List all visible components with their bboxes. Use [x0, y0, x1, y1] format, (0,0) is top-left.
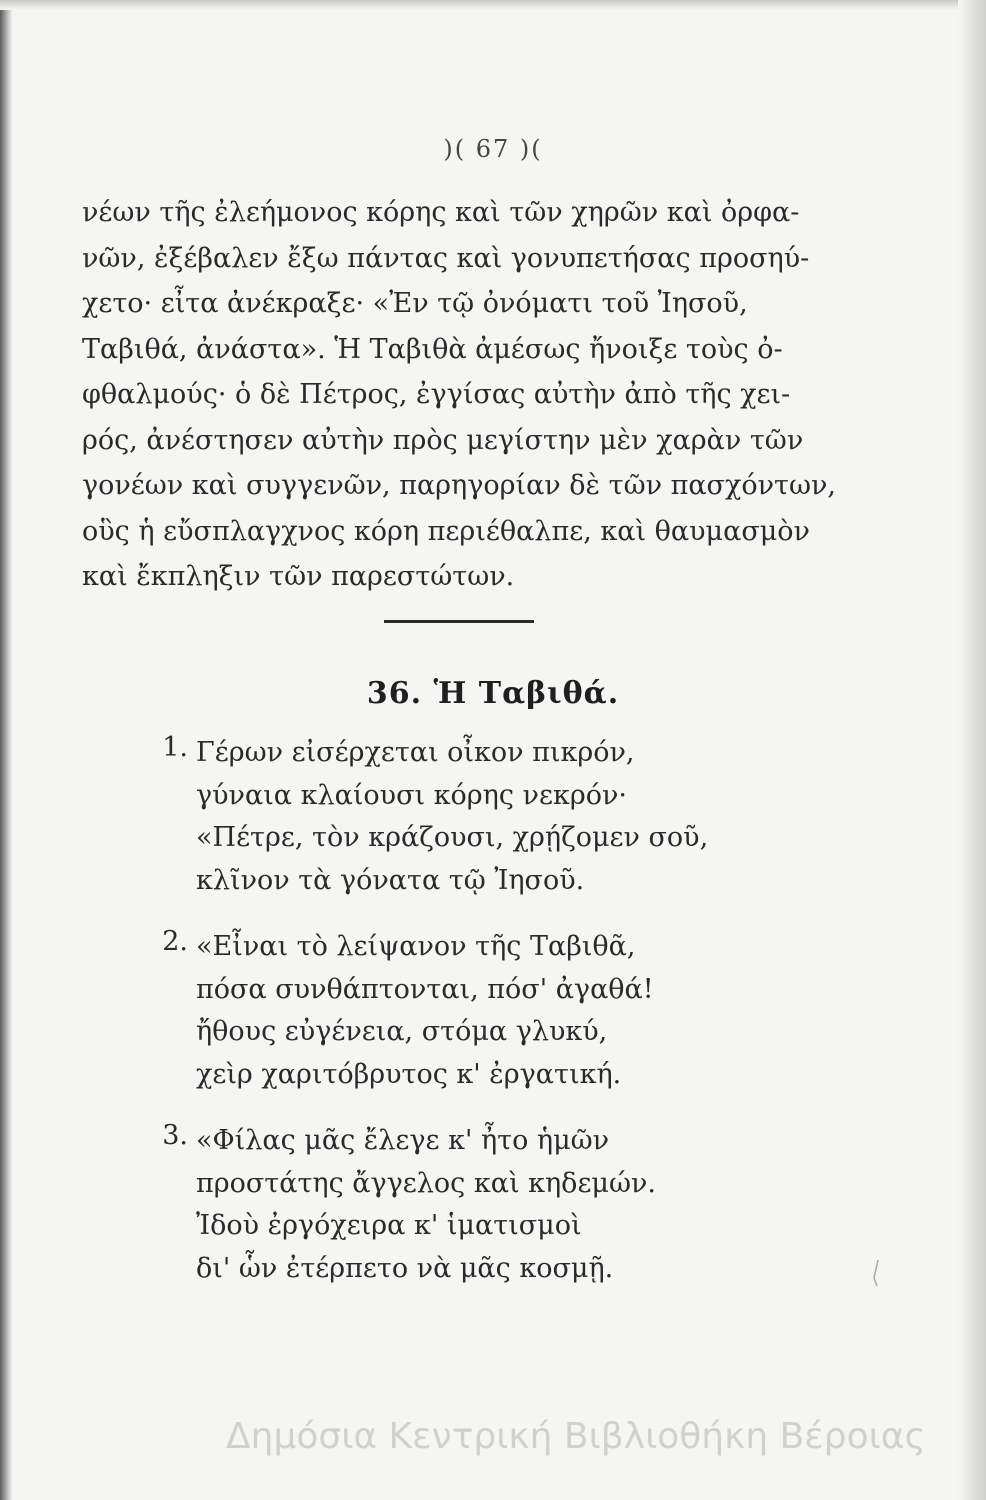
verse-line: γύναια κλαίουσι κόρης νεκρόν· — [196, 779, 627, 811]
prose-line: νέων τῆς ἐλεήμονος κόρης καὶ τῶν χηρῶν καὶ ὀρφα- — [82, 197, 800, 228]
section-heading: 36. Ἡ Ταβιθά. — [366, 676, 620, 711]
verse-line: «Εἶναι τὸ λείψανον τῆς Ταβιθᾶ, — [196, 931, 636, 962]
verse-line: «Πέτρε, τὸν κράζουσι, χρῄζομεν σοῦ, — [196, 822, 709, 853]
prose-line: ρός, ἀνέστησεν αὐτὴν πρὸς μεγίστην μὲν χαρὰν τῶν — [82, 424, 804, 456]
stanza-number: 3. — [162, 1120, 188, 1151]
verse-line: κλῖνον τὰ γόνατα τῷ Ἰησοῦ. — [196, 864, 585, 896]
stanza — [162, 926, 756, 1096]
page-number: )( 67 )( — [443, 135, 543, 163]
section-divider — [384, 620, 534, 623]
prose-line: οὓς ἡ εὔσπλαγχνος κόρη περιέθαλπε, καὶ θαυμασμὸν — [82, 515, 810, 547]
verse-line: Ἰδοὺ ἐργόχειρα κ' ἱματισμοὶ — [196, 1210, 582, 1241]
ink-speck-icon — [872, 1258, 880, 1288]
verse-line: πόσα συνθάπτονται, πόσ' ἀγαθά! — [196, 973, 654, 1005]
verse-line: ἤθους εὐγένεια, στόμα γλυκύ, — [196, 1016, 608, 1047]
stanza-number: 1. — [162, 732, 188, 763]
library-watermark: Δημόσια Κεντρική Βιβλιοθήκη Βέροιας — [226, 1416, 926, 1457]
prose-paragraph — [82, 190, 836, 600]
stanza — [162, 732, 756, 902]
poem — [162, 732, 756, 1314]
page-right-edge-shadow — [958, 0, 986, 1500]
page-left-edge-shadow — [0, 0, 12, 1500]
ink-speck-shape — [872, 1258, 880, 1288]
prose-line: χετο· εἶτα ἀνέκραξε· «Ἐν τῷ ὀνόματι τοῦ Ἰησοῦ, — [82, 288, 748, 319]
page-top-edge-shadow — [0, 0, 986, 10]
verse-line: «Φίλας μᾶς ἔλεγε κ' ἦτο ἡμῶν — [196, 1125, 610, 1156]
verse-line: Γέρων εἰσέρχεται οἶκον πικρόν, — [196, 737, 635, 768]
prose-line: Ταβιθά, ἀνάστα». Ἡ Ταβιθὰ ἀμέσως ἤνοιξε τοὺς ὀ- — [82, 333, 783, 365]
prose-line: φθαλμούς· ὁ δὲ Πέτρος, ἐγγίσας αὐτὴν ἀπὸ τῆς χει- — [82, 379, 791, 410]
verse-line: δι' ὧν ἐτέρπετο νὰ μᾶς κοσμῇ. — [196, 1252, 614, 1284]
verse-line: προστάτης ἄγγελος καὶ κηδεμών. — [196, 1167, 656, 1199]
prose-line: γονέων καὶ συγγενῶν, παρηγορίαν δὲ τῶν πασχόντων, — [82, 470, 836, 501]
stanza-number: 2. — [162, 926, 188, 957]
stanza — [162, 1120, 756, 1290]
verse-line: χεὶρ χαριτόβρυτος κ' ἐργατική. — [196, 1058, 622, 1090]
prose-line: καὶ ἔκπληξιν τῶν παρεστώτων. — [82, 561, 515, 592]
prose-line: νῶν, ἐξέβαλεν ἔξω πάντας καὶ γονυπετήσας προσηύ- — [82, 242, 810, 274]
